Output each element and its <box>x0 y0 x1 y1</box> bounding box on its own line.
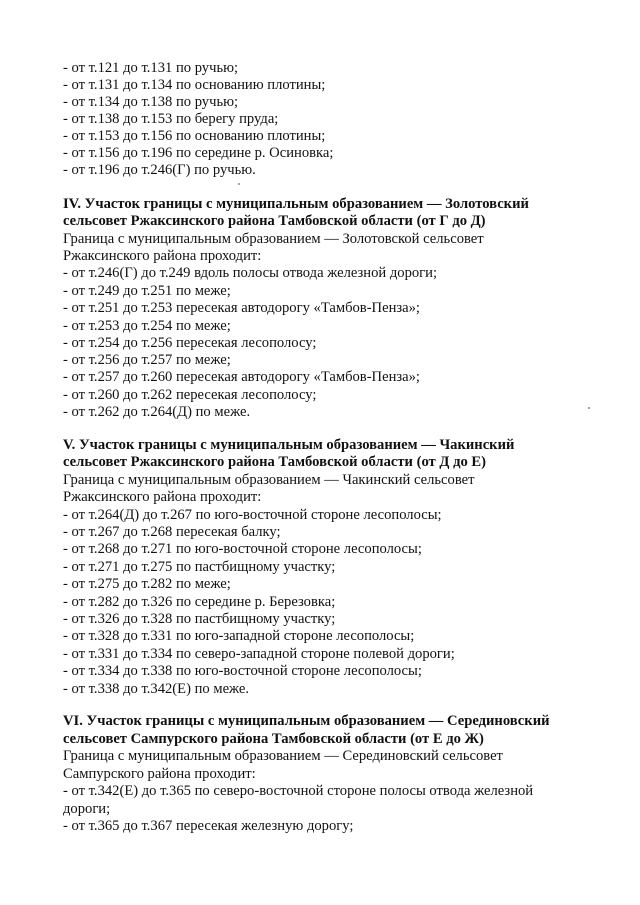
list-item: - от т.268 до т.271 по юго-восточной стороне лесополосы; <box>63 541 422 557</box>
list-item: - от т.331 до т.334 по северо-западной стороне полевой дороги; <box>63 646 455 662</box>
paragraph-line: Сампурского района проходит: <box>63 766 256 782</box>
list-item: - от т.275 до т.282 по меже; <box>63 576 231 592</box>
list-item: - от т.264(Д) до т.267 по юго-восточной стороне лесополосы; <box>63 507 442 523</box>
list-item: дороги; <box>63 801 111 817</box>
list-item: - от т.271 до т.275 по пастбищному участку; <box>63 559 336 575</box>
paragraph-line: Ржаксинского района проходит: <box>63 248 262 264</box>
section-heading: V. Участок границы с муниципальным образованием — Чакинский <box>63 437 515 453</box>
list-item: - от т.153 до т.156 по основанию плотины; <box>63 128 326 144</box>
list-item: - от т.328 до т.331 по юго-западной стороне лесополосы; <box>63 628 415 644</box>
list-item: - от т.251 до т.253 пересекая автодорогу «Тамбов-Пенза»; <box>63 300 420 316</box>
list-item: - от т.282 до т.326 по середине р. Березовка; <box>63 594 336 610</box>
paragraph-line: Граница с муниципальным образованием — Серединовский сельсовет <box>63 748 503 764</box>
paragraph-line: Граница с муниципальным образованием — Чакинский сельсовет <box>63 472 475 488</box>
list-item: - от т.121 до т.131 по ручью; <box>63 60 239 76</box>
list-item: - от т.338 до т.342(Е) по меже. <box>63 681 250 697</box>
paragraph-line: Ржаксинского района проходит: <box>63 489 262 505</box>
list-item: - от т.246(Г) до т.249 вдоль полосы отвода железной дороги; <box>63 265 438 281</box>
list-item: - от т.131 до т.134 по основанию плотины; <box>63 77 326 93</box>
list-item: - от т.138 до т.153 по берегу пруда; <box>63 111 279 127</box>
scan-speck <box>238 183 240 185</box>
section-heading: сельсовет Сампурского района Тамбовской области (от Е до Ж) <box>63 731 484 747</box>
list-item: - от т.134 до т.138 по ручью; <box>63 94 239 110</box>
list-item: - от т.262 до т.264(Д) по меже. <box>63 404 251 420</box>
list-item: - от т.254 до т.256 пересекая лесополосу; <box>63 335 317 351</box>
list-item: - от т.342(Е) до т.365 по северо-восточной стороне полосы отвода железной <box>63 783 534 799</box>
list-item: - от т.257 до т.260 пересекая автодорогу «Тамбов-Пенза»; <box>63 369 420 385</box>
section-heading: IV. Участок границы с муниципальным образованием — Золотовский <box>63 196 529 212</box>
list-item: - от т.156 до т.196 по середине р. Осиновка; <box>63 145 334 161</box>
scan-speck <box>588 407 590 409</box>
list-item: - от т.334 до т.338 по юго-восточной стороне лесополосы; <box>63 663 422 679</box>
list-item: - от т.196 до т.246(Г) по ручью. <box>63 162 256 178</box>
section-heading: сельсовет Ржаксинского района Тамбовской области (от Д до Е) <box>63 454 486 470</box>
list-item: - от т.260 до т.262 пересекая лесополосу; <box>63 387 317 403</box>
section-heading: сельсовет Ржаксинского района Тамбовской области (от Г до Д) <box>63 213 486 229</box>
list-item: - от т.249 до т.251 по меже; <box>63 283 231 299</box>
section-heading: VI. Участок границы с муниципальным образованием — Серединовский <box>63 713 550 729</box>
list-item: - от т.267 до т.268 пересекая балку; <box>63 524 281 540</box>
paragraph-line: Граница с муниципальным образованием — Золотовской сельсовет <box>63 231 484 247</box>
list-item: - от т.256 до т.257 по меже; <box>63 352 231 368</box>
list-item: - от т.365 до т.367 пересекая железную дорогу; <box>63 818 354 834</box>
list-item: - от т.326 до т.328 по пастбищному участку; <box>63 611 336 627</box>
list-item: - от т.253 до т.254 по меже; <box>63 318 231 334</box>
